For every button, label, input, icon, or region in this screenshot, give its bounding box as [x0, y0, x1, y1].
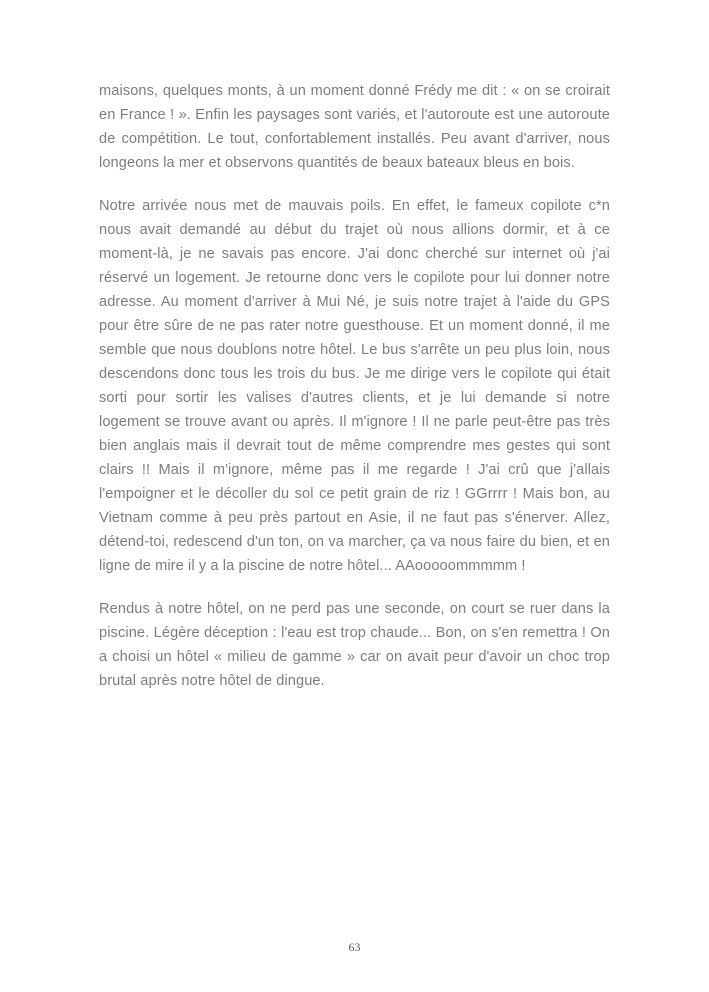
page-body-text	[99, 79, 610, 693]
paragraph-2: Notre arrivée nous met de mauvais poils. En effet, le fameux copilote c*n nous avait demandé au début du trajet où nous allions dormir, et à ce moment-là, je ne savais pas encore. J'ai donc cherché sur internet où j'ai réservé un logement. Je retourne donc vers le copilote pour lui donner notre adresse. Au moment d'arriver à Mui Né, je suis notre trajet à l'aide du GPS pour être sûre de ne pas rater notre guesthouse. Et un moment donné, il me semble que nous doublons notre hôtel. Le bus s'arrête un peu plus loin, nous descendons donc tous les trois du bus. Je me dirige vers le copilote qui était sorti pour sortir les valises d'autres clients, et je lui demande si notre logement se trouve avant ou après. Il m'ignore ! Il ne parle peut-être pas très bien anglais mais il devrait tout de même comprendre mes gestes qui sont clairs !! Mais il m'ignore, même pas il me regarde ! J'ai crû que j'allais l'empoigner et le décoller du sol ce petit grain de riz ! GGrrrr ! Mais bon, au Vietnam comme à peu près partout en Asie, il ne faut pas s'énerver. Allez, détend-toi, redescend d'un ton, on va marcher, ça va nous faire du bien, et en ligne de mire il y a la piscine de notre hôtel... AAooooommmmm !	[99, 198, 610, 574]
paragraph-1: maisons, quelques monts, à un moment donné Frédy me dit : « on se croirait en France ! ». Enfin les paysages sont variés, et l'autoroute est une autoroute de compétition. Le tout, confortablement installés. Peu avant d'arriver, nous longeons la mer et observons quantités de beaux bateaux bleus en bois.	[99, 83, 610, 171]
paragraph-3: Rendus à notre hôtel, on ne perd pas une seconde, on court se ruer dans la piscine. Légère déception : l'eau est trop chaude... Bon, on s'en remettra ! On a choisi un hôtel « milieu de gamme » car on avait peur d'avoir un choc trop brutal après notre hôtel de dingue.	[99, 601, 610, 689]
page-footer	[0, 938, 709, 956]
page-number: 63	[348, 940, 361, 954]
